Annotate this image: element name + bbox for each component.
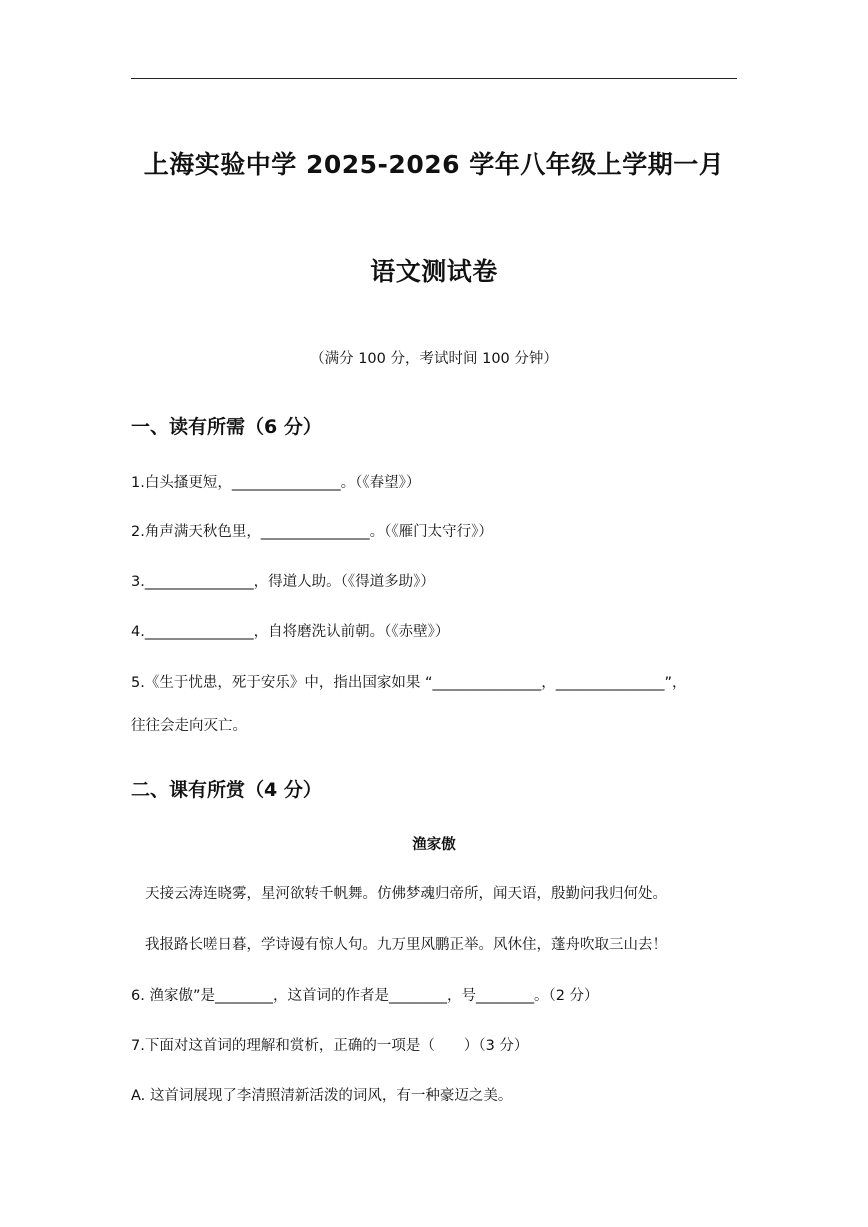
exam-subtitle: （满分 100 分，考试时间 100 分钟） — [310, 351, 558, 367]
question-7: 7.下面对这首词的理解和赏析，正确的一项是（ ）（3 分） — [131, 1038, 529, 1054]
exam-title-line1: 上海实验中学 2025-2026 学年八年级上学期一月 — [143, 150, 725, 179]
question-5: 5.《生于忧患，死于安乐》中，指出国家如果 “_______________，_______________”， — [131, 675, 687, 691]
question-1: 1.白头搔更短，_______________。（《春望》） — [131, 475, 421, 491]
question-5-continued: 往往会走向灭亡。 — [131, 718, 247, 734]
question-7-option-a: A. 这首词展现了李清照清新活泼的词风，有一种豪迈之美。 — [131, 1088, 513, 1104]
section1-heading: 一、读有所需（6 分） — [131, 416, 322, 438]
question-4: 4._______________，自将磨洗认前朝。（《赤壁》） — [131, 624, 450, 640]
poem-line-2: 我报路长嗟日暮，学诗谩有惊人句。九万里风鹏正举。风休住，蓬舟吹取三山去！ — [145, 937, 667, 953]
header-rule — [131, 78, 737, 79]
question-2: 2.角声满天秋色里，_______________。（《雁门太守行》） — [131, 524, 493, 540]
exam-title-line2: 语文测试卷 — [370, 257, 498, 286]
question-3: 3._______________，得道人助。（《得道多助》） — [131, 574, 435, 590]
question-6: 6. 渔家傲”是________，这首词的作者是________，号________。（2 分） — [131, 988, 599, 1004]
poem-line-1: 天接云涛连晓雾，星河欲转千帆舞。仿佛梦魂归帝所，闻天语，殷勤问我归何处。 — [145, 886, 667, 902]
section2-heading: 二、课有所赏（4 分） — [131, 779, 322, 801]
poem-title: 渔家傲 — [412, 837, 456, 853]
